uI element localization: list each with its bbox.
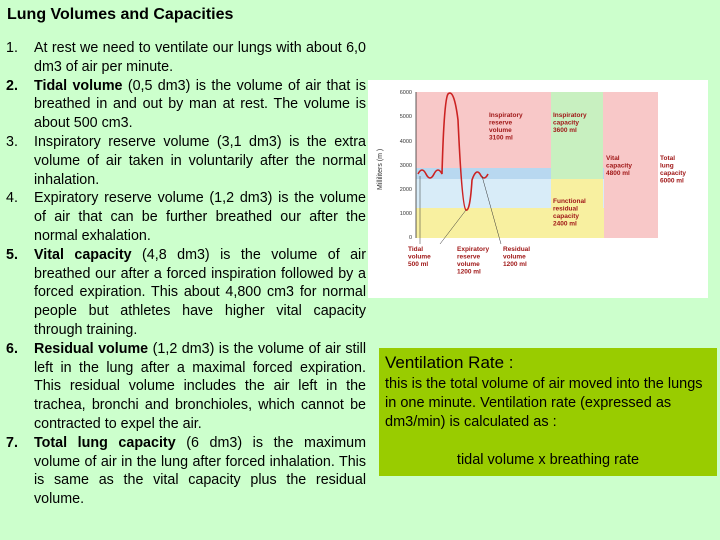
item-number: 6. bbox=[6, 340, 18, 357]
item-text: (4,8 dm3) is the volume of air breathed our after a forced inspiration followed by a forced expiration. This about 4,800 cm3 for normal people but athletes have higher vital capacity through training. bbox=[34, 246, 366, 338]
tick-label: 4000 bbox=[399, 139, 412, 145]
inspiratory-capacity-label: Inspiratory capacity 3600 ml bbox=[553, 112, 587, 134]
item-number: 7. bbox=[6, 434, 18, 451]
list-item bbox=[6, 189, 366, 245]
list-item bbox=[6, 340, 366, 434]
item-number: 3. bbox=[6, 133, 18, 150]
vital-capacity-label: Vital capacity 4800 ml bbox=[606, 155, 633, 177]
list-item bbox=[6, 133, 366, 189]
item-number: 5. bbox=[6, 246, 18, 263]
item-text: (6 dm3) is the maximum volume of air in the lung after forced inhalation. This is same as the vital capacity plus the residual volume. bbox=[34, 434, 366, 508]
item-number: 4. bbox=[6, 190, 18, 207]
list-item bbox=[6, 246, 366, 340]
definitions-list bbox=[6, 39, 366, 509]
list-item bbox=[6, 77, 366, 133]
ventilation-rate-description: this is the total volume of air moved into the lungs in one minute. Ventilation rate (expressed as dm3/min) is calculated as : bbox=[385, 376, 703, 430]
item-term: Tidal volume bbox=[34, 77, 123, 94]
expiratory-reserve-label: Expiratory reserve volume 1200 ml bbox=[457, 246, 490, 276]
inspiratory-reserve-label: Inspiratory reserve volume 3100 ml bbox=[489, 112, 523, 142]
item-term: Residual volume bbox=[34, 340, 149, 357]
item-text: Inspiratory reserve volume (3,1 dm3) is the extra volume of air taken in voluntarily after the normal inhalation. bbox=[34, 133, 366, 188]
tick-label: 5000 bbox=[399, 114, 412, 120]
ventilation-rate-title: Ventilation Rate : bbox=[385, 353, 514, 372]
item-text: Expiratory reserve volume (1,2 dm3) is the volume of air that can be further breathed our after the normal exhalation. bbox=[34, 190, 366, 244]
lung-volumes-figure bbox=[368, 80, 708, 298]
item-text: At rest we need to ventilate our lungs with about 6,0 dm3 of air per minute. bbox=[34, 40, 366, 75]
tick-label: 0 bbox=[408, 235, 412, 241]
item-term: Total lung capacity bbox=[34, 434, 176, 451]
tick-label: 2000 bbox=[399, 187, 412, 193]
tick-label: 3000 bbox=[399, 163, 412, 169]
item-number: 1. bbox=[6, 40, 18, 56]
item-text: (0,5 dm3) is the volume of air that is breathed in and out by man at rest. The volume is about 500 cm3. bbox=[34, 77, 366, 132]
functional-residual-label: Functional residual capacity 2400 ml bbox=[553, 198, 586, 228]
tick-label: 1000 bbox=[399, 211, 412, 217]
item-number: 2. bbox=[6, 77, 18, 94]
item-text: (1,2 dm3) is the volume of air still left in the lung after a maximal forced expiration. This residual volume includes the air left in the trachea, bronchi and bronchioles, which cannot be contracted to expel the air. bbox=[34, 340, 366, 432]
tick-label: 6000 bbox=[399, 90, 412, 96]
list-item bbox=[6, 39, 366, 77]
ventilation-rate-formula: tidal volume x breathing rate bbox=[456, 452, 640, 468]
y-axis-label: Milliliters (m ) bbox=[377, 148, 384, 190]
residual-volume-label: Residual volume 1200 ml bbox=[503, 246, 531, 268]
tidal-volume-label: Tidal volume 500 ml bbox=[408, 246, 431, 268]
page-title: Lung Volumes and Capacities bbox=[7, 6, 234, 23]
inspiratory-capacity-column bbox=[551, 92, 603, 179]
ventilation-rate-box bbox=[379, 348, 717, 476]
list-item bbox=[6, 434, 366, 509]
lung-volumes-diagram bbox=[368, 80, 708, 298]
item-term: Vital capacity bbox=[34, 246, 132, 263]
total-lung-capacity-label: Total lung capacity 6000 ml bbox=[660, 155, 687, 185]
